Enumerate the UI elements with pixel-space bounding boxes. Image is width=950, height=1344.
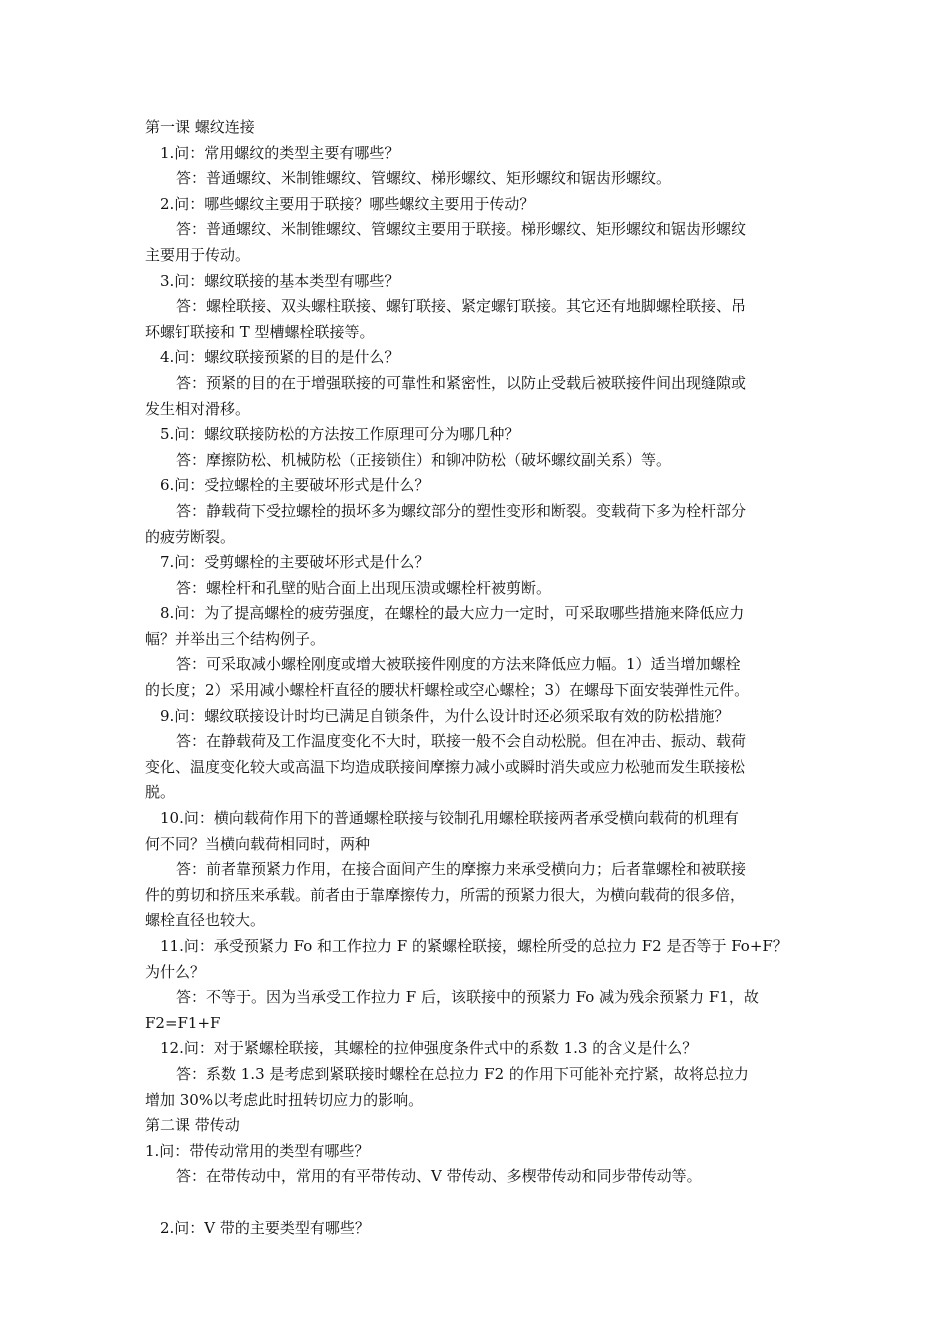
question-1: 1.问：常用螺纹的类型主要有哪些？ — [160, 143, 400, 162]
answer-1: 答：普通螺纹、米制锥螺纹、管螺纹、梯形螺纹、矩形螺纹和锯齿形螺纹。 — [176, 169, 672, 188]
question-11-line-1: 11.问：承受预紧力 Fo 和工作拉力 F 的紧螺栓联接，螺栓所受的总拉力 F2 是否等于 Fo+F？ — [160, 937, 788, 955]
answer-2-line-1: 答：普通螺纹、米制锥螺纹、管螺纹主要用于联接。梯形螺纹、矩形螺纹和锯齿形螺纹 — [176, 220, 747, 239]
answer-10-line-1: 答：前者靠预紧力作用，在接合面间产生的摩擦力来承受横向力；后者靠螺栓和被联接 — [176, 860, 747, 879]
answer-10-line-2: 件的剪切和挤压来承载。前者由于靠摩擦传力，所需的预紧力很大，为横向载荷的很多倍， — [145, 885, 746, 904]
answer-8-line-2: 的长度；2）采用减小螺栓杆直径的腰状杆螺栓或空心螺栓；3）在螺母下面安装弹性元件。 — [145, 681, 750, 700]
question-7: 7.问：受剪螺栓的主要破坏形式是什么？ — [160, 553, 430, 572]
answer-11-line-1: 答：不等于。因为当承受工作拉力 F 后，该联接中的预紧力 Fo 减为残余预紧力 F1，故 — [176, 988, 759, 1007]
question-9: 9.问：螺纹联接设计时均已满足自锁条件，为什么设计时还必须采取有效的防松措施？ — [160, 706, 730, 725]
answer-2-line-2: 主要用于传动。 — [145, 245, 251, 264]
question-12: 12.问：对于紧螺栓联接，其螺栓的拉伸强度条件式中的系数 1.3 的含义是什么？ — [160, 1039, 698, 1058]
answer-9-line-3: 脱。 — [145, 783, 176, 802]
answer-12-line-1: 答：系数 1.3 是考虑到紧联接时螺栓在总拉力 F2 的作用下可能补充拧紧，故将总拉力 — [176, 1064, 749, 1083]
answer-4-line-2: 发生相对滑移。 — [145, 399, 251, 418]
question-10-line-2: 何不同？当横向载荷相同时，两种 — [145, 834, 371, 853]
answer-6-line-2: 的疲劳断裂。 — [145, 527, 236, 546]
answer-9-line-1: 答：在静载荷及工作温度变化不大时，联接一般不会自动松脱。但在冲击、振动、载荷 — [176, 732, 747, 751]
question-10-line-1: 10.问：横向载荷作用下的普通螺栓联接与铰制孔用螺栓联接两者承受横向载荷的机理有 — [160, 809, 739, 828]
section-title: 第二课 带传动 — [145, 1116, 240, 1135]
answer-1: 答：在带传动中，常用的有平带传动、V 带传动、多楔带传动和同步带传动等。 — [176, 1167, 702, 1186]
answer-3-line-1: 答：螺栓联接、双头螺柱联接、螺钉联接、紧定螺钉联接。其它还有地脚螺栓联接、吊 — [176, 297, 747, 316]
question-6: 6.问：受拉螺栓的主要破坏形式是什么？ — [160, 476, 430, 495]
answer-6-line-1: 答：静载荷下受拉螺栓的损坏多为螺纹部分的塑性变形和断裂。变载荷下多为栓杆部分 — [176, 501, 747, 520]
answer-9-line-2: 变化、温度变化较大或高温下均造成联接间摩擦力减小或瞬时消失或应力松驰而发生联接松 — [145, 757, 746, 776]
document-page — [145, 115, 810, 1241]
question-2: 2.问：哪些螺纹主要用于联接？哪些螺纹主要用于传动？ — [160, 194, 535, 213]
question-11-line-2: 为什么？ — [145, 962, 206, 981]
answer-3-line-2: 环螺钉联接和 T 型槽螺栓联接等。 — [145, 322, 375, 341]
answer-11-line-2: F2=F1+F — [145, 1013, 221, 1032]
question-3: 3.问：螺纹联接的基本类型有哪些？ — [160, 271, 400, 290]
question-2: 2.问：V 带的主要类型有哪些？ — [160, 1218, 370, 1237]
question-4: 4.问：螺纹联接预紧的目的是什么？ — [160, 348, 400, 367]
answer-8-line-1: 答：可采取减小螺栓刚度或增大被联接件刚度的方法来降低应力幅。1）适当增加螺栓 — [176, 655, 741, 674]
answer-12-line-2: 增加 30%以考虑此时扭转切应力的影响。 — [145, 1090, 424, 1109]
section-title: 第一课 螺纹连接 — [145, 118, 255, 136]
question-8-line-1: 8.问：为了提高螺栓的疲劳强度，在螺栓的最大应力一定时，可采取哪些措施来降低应力 — [160, 604, 745, 623]
blank-line — [145, 1190, 810, 1216]
question-8-line-2: 幅？并举出三个结构例子。 — [145, 629, 326, 648]
answer-4-line-1: 答：预紧的目的在于增强联接的可靠性和紧密性，以防止受载后被联接件间出现缝隙或 — [176, 373, 747, 392]
question-1: 1.问：带传动常用的类型有哪些？ — [145, 1141, 370, 1160]
answer-7: 答：螺栓杆和孔壁的贴合面上出现压溃或螺栓杆被剪断。 — [176, 578, 552, 597]
answer-5: 答：摩擦防松、机械防松（正接锁住）和铆冲防松（破坏螺纹副关系）等。 — [176, 450, 672, 469]
question-5: 5.问：螺纹联接防松的方法按工作原理可分为哪几种？ — [160, 425, 520, 444]
answer-10-line-3: 螺栓直径也较大。 — [145, 911, 266, 930]
